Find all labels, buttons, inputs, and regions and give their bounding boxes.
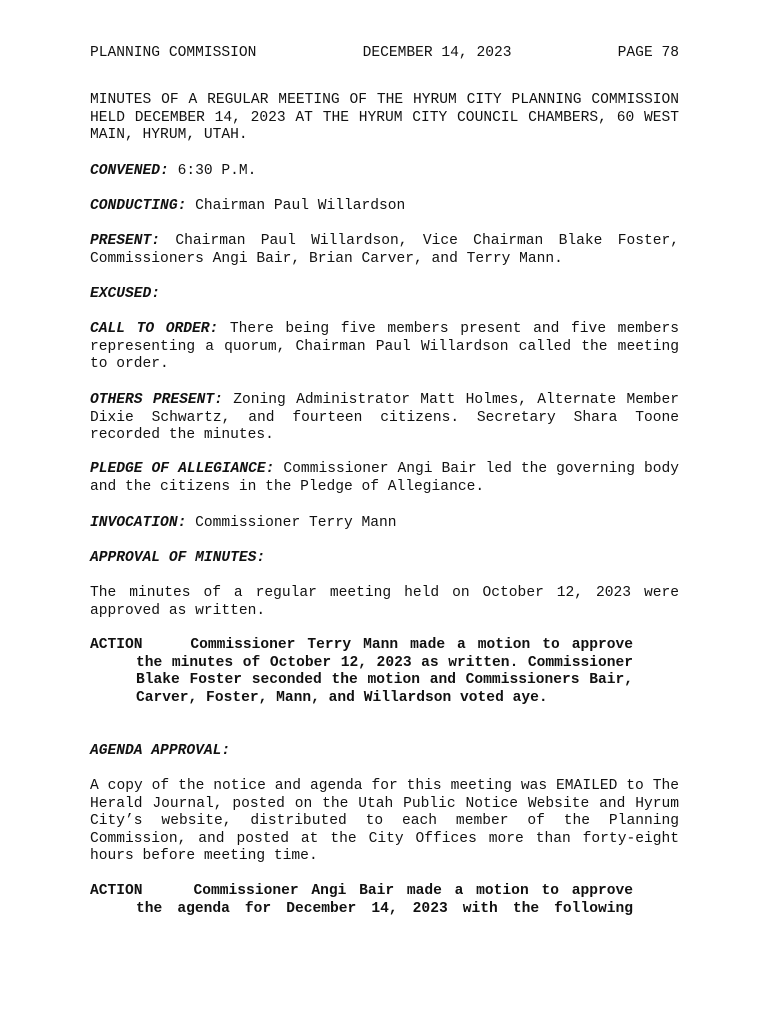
pledge-text: Commissioner Angi Bair led the governing body and the citizens in the Pledge of Allegiance.	[90, 461, 679, 495]
convened-text: 6:30 P.M.	[177, 163, 257, 179]
pledge-paragraph	[90, 461, 679, 496]
header-page-number: PAGE 78	[617, 45, 679, 61]
page-header	[90, 45, 679, 63]
action-block-minutes	[90, 637, 633, 707]
approval-of-minutes-paragraph: The minutes of a regular meeting held on October 12, 2023 were approved as written.	[90, 585, 679, 619]
invocation-line	[90, 515, 679, 533]
convened-label: CONVENED:	[90, 163, 169, 179]
agenda-approval-heading	[90, 743, 679, 761]
approval-of-minutes-label: APPROVAL OF MINUTES:	[90, 550, 266, 566]
action-continuation: the minutes of October 12, 2023 as written. Commissioner Blake Foster seconded the motion and Commissioners Bair, Carver, Foster, Mann, and Willardson voted aye.	[136, 654, 633, 706]
action-block-agenda	[90, 883, 633, 918]
action-first-text: Commissioner Angi Bair made a motion to approve	[193, 883, 633, 899]
action-keyword: ACTION	[90, 637, 143, 653]
convened-line	[90, 163, 679, 181]
excused-line	[90, 286, 679, 304]
others-present-label: OTHERS PRESENT:	[90, 392, 223, 408]
conducting-text: Chairman Paul Willardson	[195, 198, 406, 214]
call-to-order-paragraph	[90, 321, 679, 374]
action-first-text: Commissioner Terry Mann made a motion to approve	[190, 637, 633, 653]
action-continuation: the agenda for December 14, 2023 with the following	[136, 900, 633, 917]
agenda-approval-label: AGENDA APPROVAL:	[90, 743, 231, 759]
others-present-paragraph	[90, 392, 679, 445]
conducting-label: CONDUCTING:	[90, 198, 187, 214]
call-to-order-text: There being five members present and five members representing a quorum, Chairman Paul Willardson called the meeting to order.	[90, 321, 679, 373]
action-first-line	[90, 637, 633, 655]
action-first-line	[90, 883, 633, 901]
present-paragraph	[90, 233, 679, 268]
pledge-label: PLEDGE OF ALLEGIANCE:	[90, 461, 275, 477]
present-label: PRESENT:	[90, 233, 161, 249]
invocation-text: Commissioner Terry Mann	[195, 515, 397, 531]
header-commission: PLANNING COMMISSION	[90, 45, 257, 61]
invocation-label: INVOCATION:	[90, 515, 187, 531]
header-date: DECEMBER 14, 2023	[362, 45, 512, 61]
excused-label: EXCUSED:	[90, 286, 161, 302]
action-keyword: ACTION	[90, 883, 143, 899]
agenda-approval-paragraph: A copy of the notice and agenda for this meeting was EMAILED to The Herald Journal, posted on the Utah Public Notice Website and Hyrum City’s website, distributed to each member of the Planning Commission, and posted at the City Offices more than forty-eight hours before meeting time.	[90, 778, 679, 865]
call-to-order-label: CALL TO ORDER:	[90, 321, 219, 337]
others-present-text: Zoning Administrator Matt Holmes, Alternate Member Dixie Schwartz, and fourteen citizens. Secretary Shara Toone recorded the minutes.	[90, 392, 679, 444]
intro-paragraph: MINUTES OF A REGULAR MEETING OF THE HYRUM CITY PLANNING COMMISSION HELD DECEMBER 14, 2023 AT THE HYRUM CITY COUNCIL CHAMBERS, 60 WEST MAIN, HYRUM, UTAH.	[90, 92, 679, 144]
conducting-line	[90, 198, 679, 216]
present-text: Chairman Paul Willardson, Vice Chairman Blake Foster, Commissioners Angi Bair, Brian Carver, and Terry Mann.	[90, 233, 679, 267]
approval-of-minutes-heading	[90, 550, 679, 568]
